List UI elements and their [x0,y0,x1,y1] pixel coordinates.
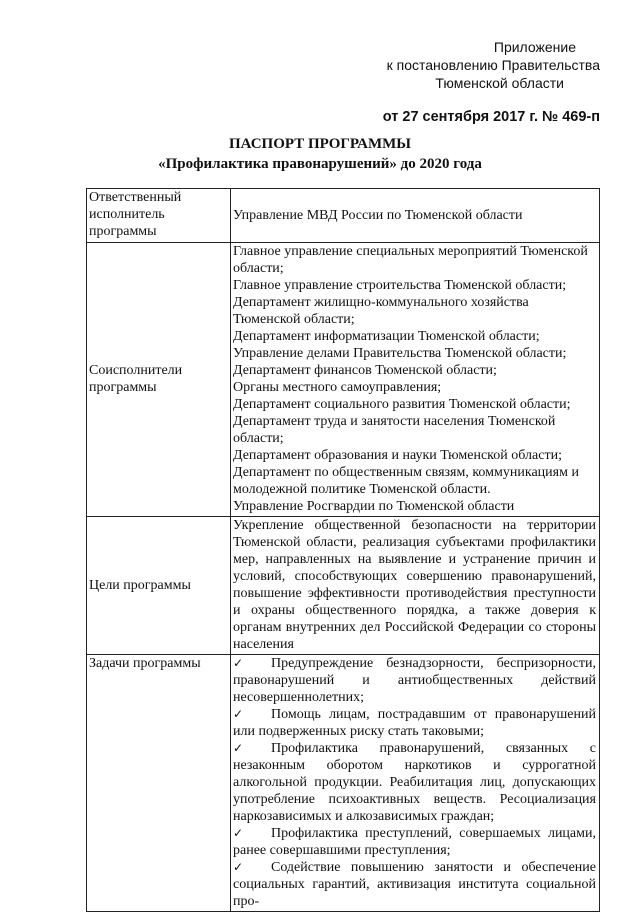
list-item: Департамент труда и занятости населения Тюменской области; [233,414,556,446]
list-item: Департамент финансов Тюменской области; [233,363,497,378]
list-item [233,859,596,910]
passport-table [86,188,600,912]
list-item: Департамент информатизации Тюменской области; [233,329,540,344]
list-item: Укрепление общественной безопасности на территории Тюменской области, реализация субъектами профилактики мер, направленных на выявление и устранение причин и условий, способствующих совершению правонарушений, повышение эффективности противодействия преступности и охраны общественного порядка, а также доверия к органам внутренних дел Российской Федерации со стороны населения [233,518,596,652]
appendix-region: Тюменской области [435,75,564,91]
check-icon: ✓ [233,741,244,755]
row-value [231,189,600,243]
row-value [231,655,600,912]
appendix-resolution: к постановлению Правительства [386,57,600,73]
task-text: Профилактика правонарушений, связанных с незаконным оборотом наркотиков и суррогатной алкогольной продукции. Реабилитация лиц, допускающих употребление психоактивных веществ. Ресоциализация наркозависимых и алкозависимых граждан; [233,741,596,824]
list-item: Управление Росгвардии по Тюменской области [233,499,515,514]
check-icon: ✓ [233,826,244,840]
row-label: Задачи программы [87,655,231,912]
appendix-header [360,38,600,126]
appendix-date-number: от 27 сентября 2017 г. № 469-п [382,109,600,125]
row-value [231,517,600,655]
document-title: ПАСПОРТ ПРОГРАММЫ [228,136,412,152]
list-item [233,655,596,706]
list-item: Органы местного самоуправления; [233,380,442,395]
appendix-label: Приложение [493,39,576,55]
list-item: Управление МВД России по Тюменской области [233,207,523,223]
row-label: Ответственный исполнитель программы [87,189,231,243]
list-item: Главное управление специальных мероприятий Тюменской области; [233,244,588,276]
check-icon: ✓ [233,707,244,721]
list-item: Департамент жилищно-коммунального хозяйства Тюменской области; [233,295,529,327]
table-row [87,189,600,243]
list-item: Департамент по общественным связям, коммуникациям и молодежной политике Тюменской области. [233,465,579,497]
list-item: Управление делами Правительства Тюменской области; [233,346,567,361]
list-item: Департамент социального развития Тюменской области; [233,397,571,412]
list-item: Департамент образования и науки Тюменской области; [233,448,562,463]
list-item [233,740,596,825]
task-text: Помощь лицам, пострадавшим от правонарушений или подверженных риску стать таковыми; [233,707,596,739]
list-item [233,706,596,740]
row-label: Цели программы [87,517,231,655]
table-row [87,517,600,655]
row-label: Соисполнители программы [87,243,231,517]
task-text: Содействие повышению занятости и обеспечение социальных гарантий, активизация института социальной про- [233,860,596,909]
table-row [87,243,600,517]
task-text: Предупреждение безнадзорности, беспризорности, правонарушений и антиобщественных действий несовершеннолетних; [233,656,596,705]
row-value [231,243,600,517]
table-row [87,655,600,912]
task-text: Профилактика преступлений, совершаемых лицами, ранее совершавшими преступления; [233,826,596,858]
check-icon: ✓ [233,860,244,874]
document-subtitle: «Профилактика правонарушений» до 2020 года [158,156,482,172]
check-icon: ✓ [233,656,244,670]
list-item [233,825,596,859]
list-item: Главное управление строительства Тюменской области; [233,278,567,293]
